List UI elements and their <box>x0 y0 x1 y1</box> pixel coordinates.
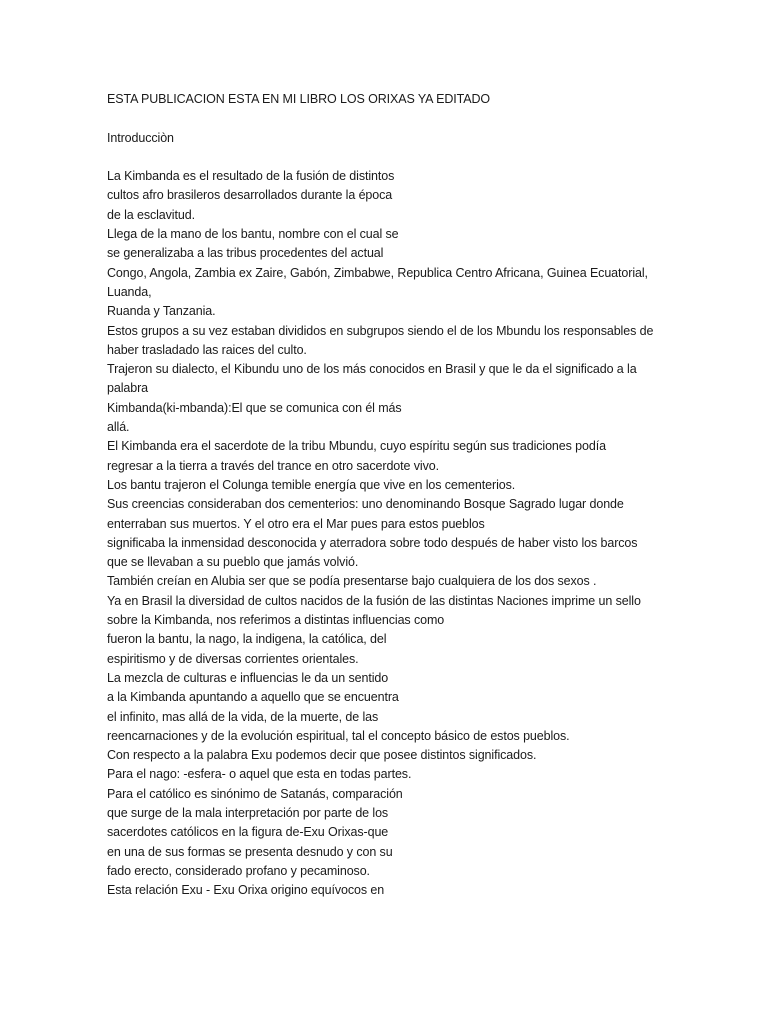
text-line: que se llevaban a su pueblo que jamás volvió. <box>107 555 359 570</box>
text-line: También creían en Alubia ser que se podía presentarse bajo cualquiera de los dos sexos . <box>107 574 597 589</box>
text-line: Ruanda y Tanzania. <box>107 304 216 319</box>
text-line: significaba la inmensidad desconocida y aterradora sobre todo después de haber visto los barcos <box>107 535 638 550</box>
text-line: fado erecto, considerado profano y pecaminoso. <box>107 863 370 878</box>
blank-line <box>107 109 707 128</box>
text-line: Congo, Angola, Zambia ex Zaire, Gabón, Zimbabwe, Republica Centro Africana, Guinea Ecuatorial, <box>107 265 648 280</box>
text-line: espiritismo y de diversas corrientes orientales. <box>107 651 359 666</box>
section-title: Introducciòn <box>107 130 174 145</box>
text-line: El Kimbanda era el sacerdote de la tribu Mbundu, cuyo espíritu según sus tradiciones podía <box>107 439 606 454</box>
text-line: Para el nago: -esfera- o aquel que esta en todas partes. <box>107 767 412 782</box>
text-line: sobre la Kimbanda, nos referimos a distintas influencias como <box>107 613 445 628</box>
text-line: Esta relación Exu - Exu Orixa origino equívocos en <box>107 883 385 898</box>
text-line: haber trasladado las raices del culto. <box>107 342 307 357</box>
text-line: La mezcla de culturas e influencias le da un sentido <box>107 670 389 685</box>
text-line: reencarnaciones y de la evolución espiritual, tal el concepto básico de estos pueblos. <box>107 728 570 743</box>
document-heading: ESTA PUBLICACION ESTA EN MI LIBRO LOS ORIXAS YA EDITADO <box>107 92 491 106</box>
text-line: enterraban sus muertos. Y el otro era el Mar pues para estos pueblos <box>107 516 485 531</box>
text-line: fueron la bantu, la nago, la indigena, la católica, del <box>107 632 387 647</box>
text-line: Para el católico es sinónimo de Satanás, comparación <box>107 786 403 801</box>
text-line: palabra <box>107 381 148 396</box>
text-line: allá. <box>107 420 130 435</box>
text-line: La Kimbanda es el resultado de la fusión de distintos <box>107 169 395 184</box>
text-line: Con respecto a la palabra Exu podemos decir que posee distintos significados. <box>107 748 537 763</box>
text-line: Ya en Brasil la diversidad de cultos nacidos de la fusión de las distintas Naciones imprime un sello <box>107 593 641 608</box>
text-line: Los bantu trajeron el Colunga temible energía que vive en los cementerios. <box>107 477 516 492</box>
text-line: de la esclavitud. <box>107 207 195 222</box>
text-line: Kimbanda(ki-mbanda):El que se comunica con él más <box>107 400 402 415</box>
text-line: sacerdotes católicos en la figura de-Exu Orixas-que <box>107 825 389 840</box>
text-line: a la Kimbanda apuntando a aquello que se encuentra <box>107 690 399 705</box>
text-line: Llega de la mano de los bantu, nombre con el cual se <box>107 227 399 242</box>
text-line: regresar a la tierra a través del trance en otro sacerdote vivo. <box>107 458 439 473</box>
document-body <box>107 90 707 900</box>
text-line: en una de sus formas se presenta desnudo y con su <box>107 844 393 859</box>
text-line: Luanda, <box>107 284 152 299</box>
text-line: se generalizaba a las tribus procedentes del actual <box>107 246 384 261</box>
text-line: el infinito, mas allá de la vida, de la muerte, de las <box>107 709 379 724</box>
text-line: que surge de la mala interpretación por parte de los <box>107 805 389 820</box>
text-line: Estos grupos a su vez estaban divididos en subgrupos siendo el de los Mbundu los responsables de <box>107 323 654 338</box>
text-line: Sus creencias consideraban dos cementerios: uno denominando Bosque Sagrado lugar donde <box>107 497 624 512</box>
text-line: Trajeron su dialecto, el Kibundu uno de los más conocidos en Brasil y que le da el significado a la <box>107 362 637 377</box>
text-line: cultos afro brasileros desarrollados durante la época <box>107 188 393 203</box>
blank-line <box>107 148 707 167</box>
